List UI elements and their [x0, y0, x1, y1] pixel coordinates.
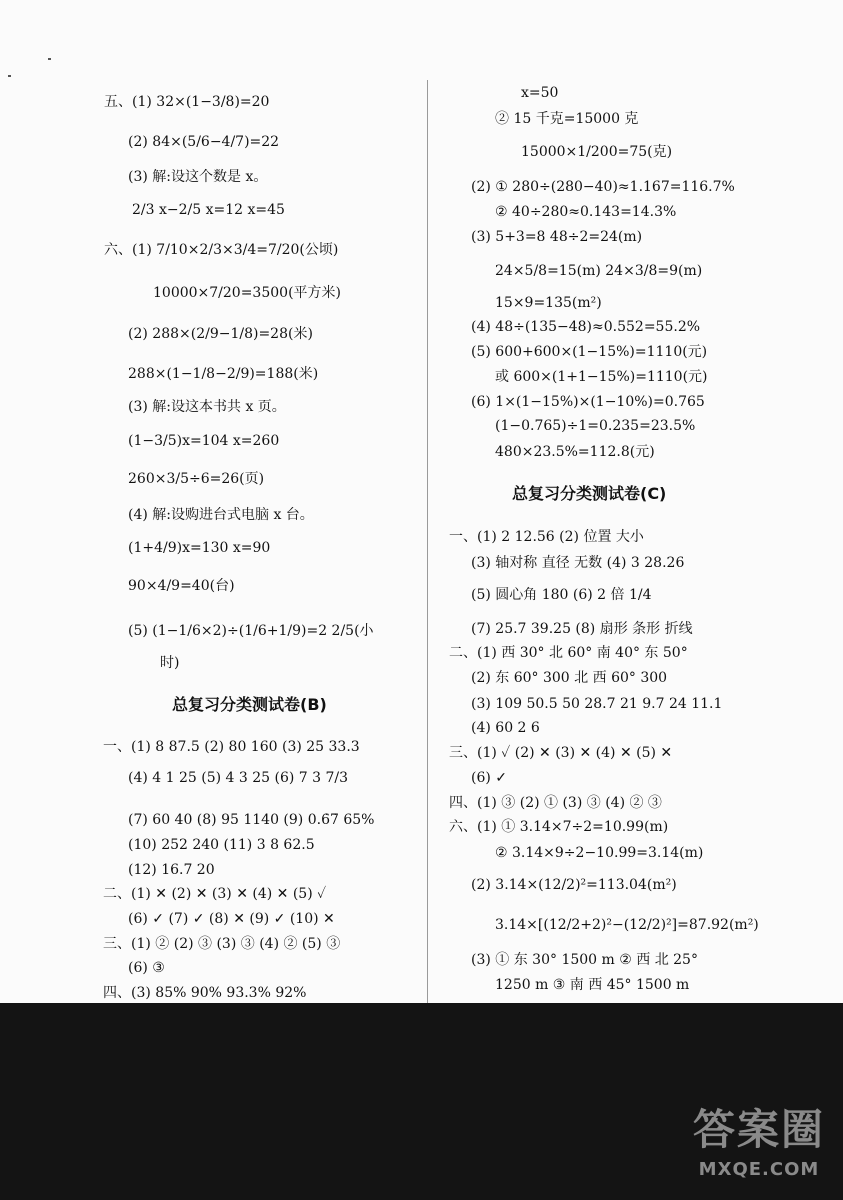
- answer-line: (3) 解:设这本书共 x 页。: [128, 399, 286, 415]
- answer-line: x=50: [521, 85, 559, 101]
- answer-line: 24×5/8=15(m) 24×3/8=9(m): [495, 263, 703, 279]
- answer-line: 时): [160, 655, 180, 671]
- answer-line: 一、(1) 2 12.56 (2) 位置 大小: [449, 529, 644, 545]
- answer-line: 1250 m ③ 南 西 45° 1500 m: [495, 977, 690, 993]
- answer-line: (6) 1×(1−15%)×(1−10%)=0.765: [471, 394, 705, 410]
- answer-line: 一、(1) 8 87.5 (2) 80 160 (3) 25 33.3: [103, 739, 360, 755]
- scan-footer-band: [0, 1003, 843, 1200]
- answer-line: (1−3/5)x=104 x=260: [128, 433, 280, 449]
- answer-line: (4) 解:设购进台式电脑 x 台。: [128, 507, 314, 523]
- watermark: [693, 1097, 825, 1180]
- answer-line: (12) 16.7 20: [128, 862, 215, 878]
- answer-line: 或 600×(1+1−15%)=1110(元): [495, 369, 708, 385]
- answer-line: (3) ① 东 30° 1500 m ② 西 北 25°: [471, 952, 698, 968]
- answer-line: (3) 5+3=8 48÷2=24(m): [471, 229, 643, 245]
- answer-line: 三、(1) ✓ (2) ✕ (3) ✕ (4) ✕ (5) ✕: [449, 745, 673, 761]
- answer-line: (6) ✓: [471, 770, 508, 786]
- answer-line: ② 40÷280≈0.143=14.3%: [495, 204, 677, 220]
- answer-line: 15000×1/200=75(克): [521, 144, 673, 160]
- answer-line: (2) 288×(2/9−1/8)=28(米): [128, 326, 313, 342]
- answer-line: 二、(1) ✕ (2) ✕ (3) ✕ (4) ✕ (5) ✓: [103, 886, 327, 902]
- answer-line: 六、(1) ① 3.14×7÷2=10.99(m): [449, 819, 669, 835]
- answer-line: (1−0.765)÷1=0.235=23.5%: [495, 418, 696, 434]
- scan-speck: [48, 58, 51, 60]
- answer-line: 90×4/9=40(台): [128, 578, 235, 594]
- answer-line: (6) ③: [128, 960, 165, 976]
- answer-line: 二、(1) 西 30° 北 60° 南 40° 东 50°: [449, 645, 688, 661]
- answer-line: 10000×7/20=3500(平方米): [153, 285, 341, 301]
- answer-line: (2) 3.14×(12/2)²=113.04(m²): [471, 877, 677, 893]
- scan-speck: [8, 75, 11, 77]
- answer-line: (5) 600+600×(1−15%)=1110(元): [471, 344, 708, 360]
- answer-line: (10) 252 240 (11) 3 8 62.5: [128, 837, 315, 853]
- answer-line: (3) 轴对称 直径 无数 (4) 3 28.26: [471, 555, 685, 571]
- answer-line: 480×23.5%=112.8(元): [495, 444, 655, 460]
- answer-line: (4) 4 1 25 (5) 4 3 25 (6) 7 3 7/3: [128, 770, 349, 786]
- answer-line: 四、(1) ③ (2) ① (3) ③ (4) ② ③: [449, 795, 662, 811]
- answer-line: ② 3.14×9÷2−10.99=3.14(m): [495, 845, 704, 861]
- section-title: 总复习分类测试卷(B): [172, 695, 327, 714]
- answer-line: (4) 60 2 6: [471, 720, 540, 736]
- section-title: 总复习分类测试卷(C): [512, 484, 667, 503]
- answer-line: (2) 东 60° 300 北 西 60° 300: [471, 670, 668, 686]
- answer-line: 288×(1−1/8−2/9)=188(米): [128, 366, 319, 382]
- answer-line: 三、(1) ② (2) ③ (3) ③ (4) ② (5) ③: [103, 936, 341, 952]
- answer-line: (2) 84×(5/6−4/7)=22: [128, 134, 280, 150]
- answer-line: 3.14×[(12/2+2)²−(12/2)²]=87.92(m²): [495, 917, 759, 933]
- answer-line: (4) 48÷(135−48)≈0.552=55.2%: [471, 319, 701, 335]
- column-divider: [427, 80, 428, 1005]
- answer-line: (7) 60 40 (8) 95 1140 (9) 0.6̇7̇ 65%: [128, 812, 375, 828]
- watermark-logo: 答案圈: [692, 1105, 825, 1154]
- answer-line: 15×9=135(m²): [495, 295, 602, 311]
- answer-line: ② 15 千克=15000 克: [495, 111, 639, 127]
- answer-line: (5) 圆心角 180 (6) 2 倍 1/4: [471, 587, 652, 603]
- watermark-url: MXQE.COM: [698, 1159, 820, 1180]
- answer-line: 五、(1) 32×(1−3/8)=20: [104, 94, 270, 110]
- answer-line: (3) 109 50.5 50 28.7 21 9.7 24 11.1: [471, 696, 723, 712]
- answer-line: (1+4/9)x=130 x=90: [128, 540, 271, 556]
- answer-line: (5) (1−1/6×2)÷(1/6+1/9)=2 2/5(小: [128, 623, 374, 639]
- answer-line: (3) 解:设这个数是 x。: [128, 169, 268, 185]
- answer-line: 四、(3) 85% 90% 93.3% 92%: [103, 985, 307, 1001]
- answer-line: 2/3 x−2/5 x=12 x=45: [132, 202, 285, 218]
- answer-line: (7) 25.7 39.25 (8) 扇形 条形 折线: [471, 621, 693, 637]
- answer-line: 六、(1) 7/10×2/3×3/4=7/20(公顷): [104, 242, 339, 258]
- answer-line: 260×3/5÷6=26(页): [128, 471, 265, 487]
- answer-line: (6) ✓ (7) ✓ (8) ✕ (9) ✓ (10) ✕: [128, 911, 335, 927]
- answer-line: (2) ① 280÷(280−40)≈1.167=116.7%: [471, 179, 735, 195]
